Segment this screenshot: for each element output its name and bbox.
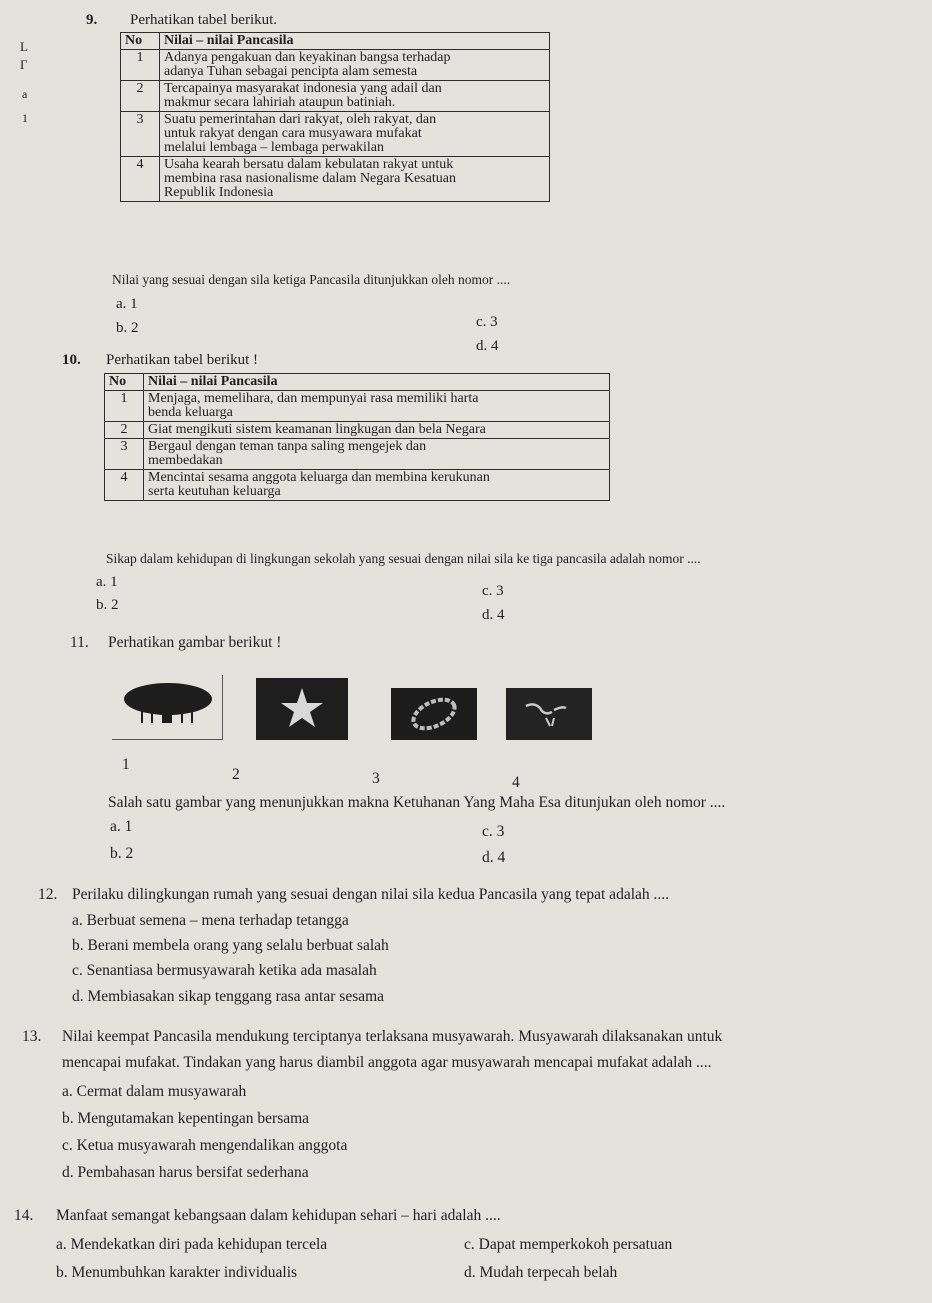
- q10-row-3-line-1: Bergaul dengan teman tanpa saling mengejek dan: [148, 439, 427, 454]
- q9-header-nilai: Nilai – nilai Pancasila: [160, 33, 550, 50]
- q10-intro: Perhatikan tabel berikut !: [106, 352, 259, 368]
- q10-option-a[interactable]: a. 1: [96, 574, 118, 590]
- q11-option-a[interactable]: a. 1: [110, 818, 133, 835]
- q9-row-1-line-2: adanya Tuhan sebagai pencipta alam semesta: [164, 64, 418, 79]
- q11-label-1: 1: [122, 756, 130, 773]
- q14-question: Manfaat semangat kebangsaan dalam kehidupan sehari – hari adalah ....: [56, 1207, 501, 1224]
- q9-row-4-line-1: Usaha kearah bersatu dalam kebulatan rakyat untuk: [164, 157, 454, 172]
- q11-picture-1: [112, 675, 223, 740]
- q10-option-c[interactable]: c. 3: [482, 583, 504, 599]
- q13-line-2: mencapai mufakat. Tindakan yang harus diambil anggota agar musyawarah mencapai mufakat adalah ....: [62, 1054, 712, 1071]
- q10-header-no: No: [105, 374, 144, 391]
- q10-option-b[interactable]: b. 2: [96, 597, 119, 613]
- margin-mark-4: 1: [22, 111, 28, 125]
- table-row: [105, 422, 610, 439]
- table-row: [121, 157, 550, 202]
- q10-row-1-line-1: Menjaga, memelihara, dan mempunyai rasa memiliki harta: [148, 391, 479, 406]
- q11-option-b[interactable]: b. 2: [110, 845, 134, 862]
- q9-option-c[interactable]: c. 3: [476, 314, 498, 330]
- q10-row-2-line-1: Giat mengikuti sistem keamanan lingkugan dan bela Negara: [148, 422, 486, 437]
- q14-number: 14.: [14, 1207, 34, 1224]
- q12-number: 12.: [38, 886, 58, 903]
- q11-option-d[interactable]: d. 4: [482, 849, 506, 866]
- q13-option-a[interactable]: a. Cermat dalam musyawarah: [62, 1083, 247, 1100]
- q9-table-header: [121, 33, 550, 50]
- q9-number: 9.: [86, 12, 98, 28]
- q9-row-4-no: 4: [121, 157, 160, 202]
- table-row: [105, 391, 610, 422]
- q10-table-header: [105, 374, 610, 391]
- q12-question: Perilaku dilingkungan rumah yang sesuai dengan nilai sila kedua Pancasila yang tepat adalah ....: [72, 886, 670, 903]
- q11-picture-3: [391, 688, 477, 740]
- q13-number: 13.: [22, 1028, 42, 1045]
- q12-option-d[interactable]: d. Membiasakan sikap tenggang rasa antar sesama: [72, 988, 385, 1005]
- q9-option-a[interactable]: a. 1: [116, 296, 138, 312]
- q11-label-3: 3: [372, 770, 380, 787]
- q9-row-2-no: 2: [121, 81, 160, 112]
- margin-mark-1: L: [20, 39, 28, 54]
- q10-row-1-no: 1: [105, 391, 144, 422]
- q11-option-c[interactable]: c. 3: [482, 823, 505, 840]
- q10-row-4-no: 4: [105, 470, 144, 501]
- star-icon: [256, 678, 348, 740]
- q9-table: [120, 32, 550, 202]
- q9-row-4-line-3: Republik Indonesia: [164, 185, 274, 200]
- q11-intro: Perhatikan gambar berikut !: [108, 634, 282, 651]
- q12-option-b[interactable]: b. Berani membela orang yang selalu berbuat salah: [72, 937, 389, 954]
- q9-row-1-no: 1: [121, 50, 160, 81]
- chain-icon: [391, 688, 477, 740]
- q11-number: 11.: [70, 634, 89, 651]
- q11-label-4: 4: [512, 774, 520, 791]
- q11-picture-2: [256, 678, 348, 740]
- q10-table: [104, 373, 610, 501]
- q9-option-d[interactable]: d. 4: [476, 338, 499, 354]
- q11-question: Salah satu gambar yang menunjukkan makna Ketuhanan Yang Maha Esa ditunjukan oleh nomor ....: [108, 794, 726, 811]
- q14-option-b[interactable]: b. Menumbuhkan karakter individualis: [56, 1264, 298, 1281]
- q13-option-b[interactable]: b. Mengutamakan kepentingan bersama: [62, 1110, 310, 1127]
- bull-head-icon: [506, 688, 592, 740]
- q9-row-2-line-2: makmur secara lahiriah ataupun batiniah.: [164, 95, 396, 110]
- q12-option-c[interactable]: c. Senantiasa bermusyawarah ketika ada masalah: [72, 962, 377, 979]
- q14-option-c[interactable]: c. Dapat memperkokoh persatuan: [464, 1236, 673, 1253]
- q11-picture-4: [506, 688, 592, 740]
- margin-mark-3: a: [22, 87, 28, 101]
- q10-row-3-no: 3: [105, 439, 144, 470]
- margin-mark-2: Γ: [20, 57, 28, 72]
- q9-intro: Perhatikan tabel berikut.: [130, 12, 278, 28]
- q14-option-d[interactable]: d. Mudah terpecah belah: [464, 1264, 618, 1281]
- q9-question: Nilai yang sesuai dengan sila ketiga Pancasila ditunjukkan oleh nomor ....: [112, 272, 511, 287]
- q10-row-4-line-1: Mencintai sesama anggota keluarga dan membina kerukunan: [148, 470, 490, 485]
- q10-row-2-no: 2: [105, 422, 144, 439]
- table-row: [105, 470, 610, 501]
- q9-row-2-line-1: Tercapainya masyarakat indonesia yang adail dan: [164, 81, 442, 96]
- q9-row-3-line-1: Suatu pemerintahan dari rakyat, oleh rakyat, dan: [164, 112, 437, 127]
- q10-header-nilai: Nilai – nilai Pancasila: [144, 374, 610, 391]
- q10-row-1-line-2: benda keluarga: [148, 405, 233, 420]
- q13-option-c[interactable]: c. Ketua musyawarah mengendalikan anggota: [62, 1137, 348, 1154]
- q9-row-3-no: 3: [121, 112, 160, 157]
- q13-line-1: Nilai keempat Pancasila mendukung terciptanya terlaksana musyawarah. Musyawarah dilaksanakan untuk: [62, 1028, 723, 1045]
- table-row: [105, 439, 610, 470]
- q13-option-d[interactable]: d. Pembahasan harus bersifat sederhana: [62, 1164, 309, 1181]
- table-row: [121, 112, 550, 157]
- q9-row-3-line-2: untuk rakyat dengan cara musyawara mufakat: [164, 126, 422, 141]
- table-row: [121, 50, 550, 81]
- q12-option-a[interactable]: a. Berbuat semena – mena terhadap tetangga: [72, 912, 349, 929]
- q9-row-3-line-3: melalui lembaga – lembaga perwakilan: [164, 140, 385, 155]
- q9-row-1-line-1: Adanya pengakuan dan keyakinan bangsa terhadap: [164, 50, 451, 65]
- q10-row-4-line-2: serta keutuhan keluarga: [148, 484, 281, 499]
- q10-option-d[interactable]: d. 4: [482, 607, 505, 623]
- q10-question: Sikap dalam kehidupan di lingkungan sekolah yang sesuai dengan nilai sila ke tiga pancasila adalah nomor ....: [106, 551, 701, 566]
- q14-option-a[interactable]: a. Mendekatkan diri pada kehidupan tercela: [56, 1236, 328, 1253]
- q10-row-3-line-2: membedakan: [148, 453, 223, 468]
- table-row: [121, 81, 550, 112]
- banyan-tree-icon: [112, 675, 222, 739]
- q9-header-no: No: [121, 33, 160, 50]
- q9-row-4-line-2: membina rasa nasionalisme dalam Negara Kesatuan: [164, 171, 456, 186]
- q11-label-2: 2: [232, 766, 240, 783]
- q9-option-b[interactable]: b. 2: [116, 320, 139, 336]
- q10-number: 10.: [62, 352, 81, 368]
